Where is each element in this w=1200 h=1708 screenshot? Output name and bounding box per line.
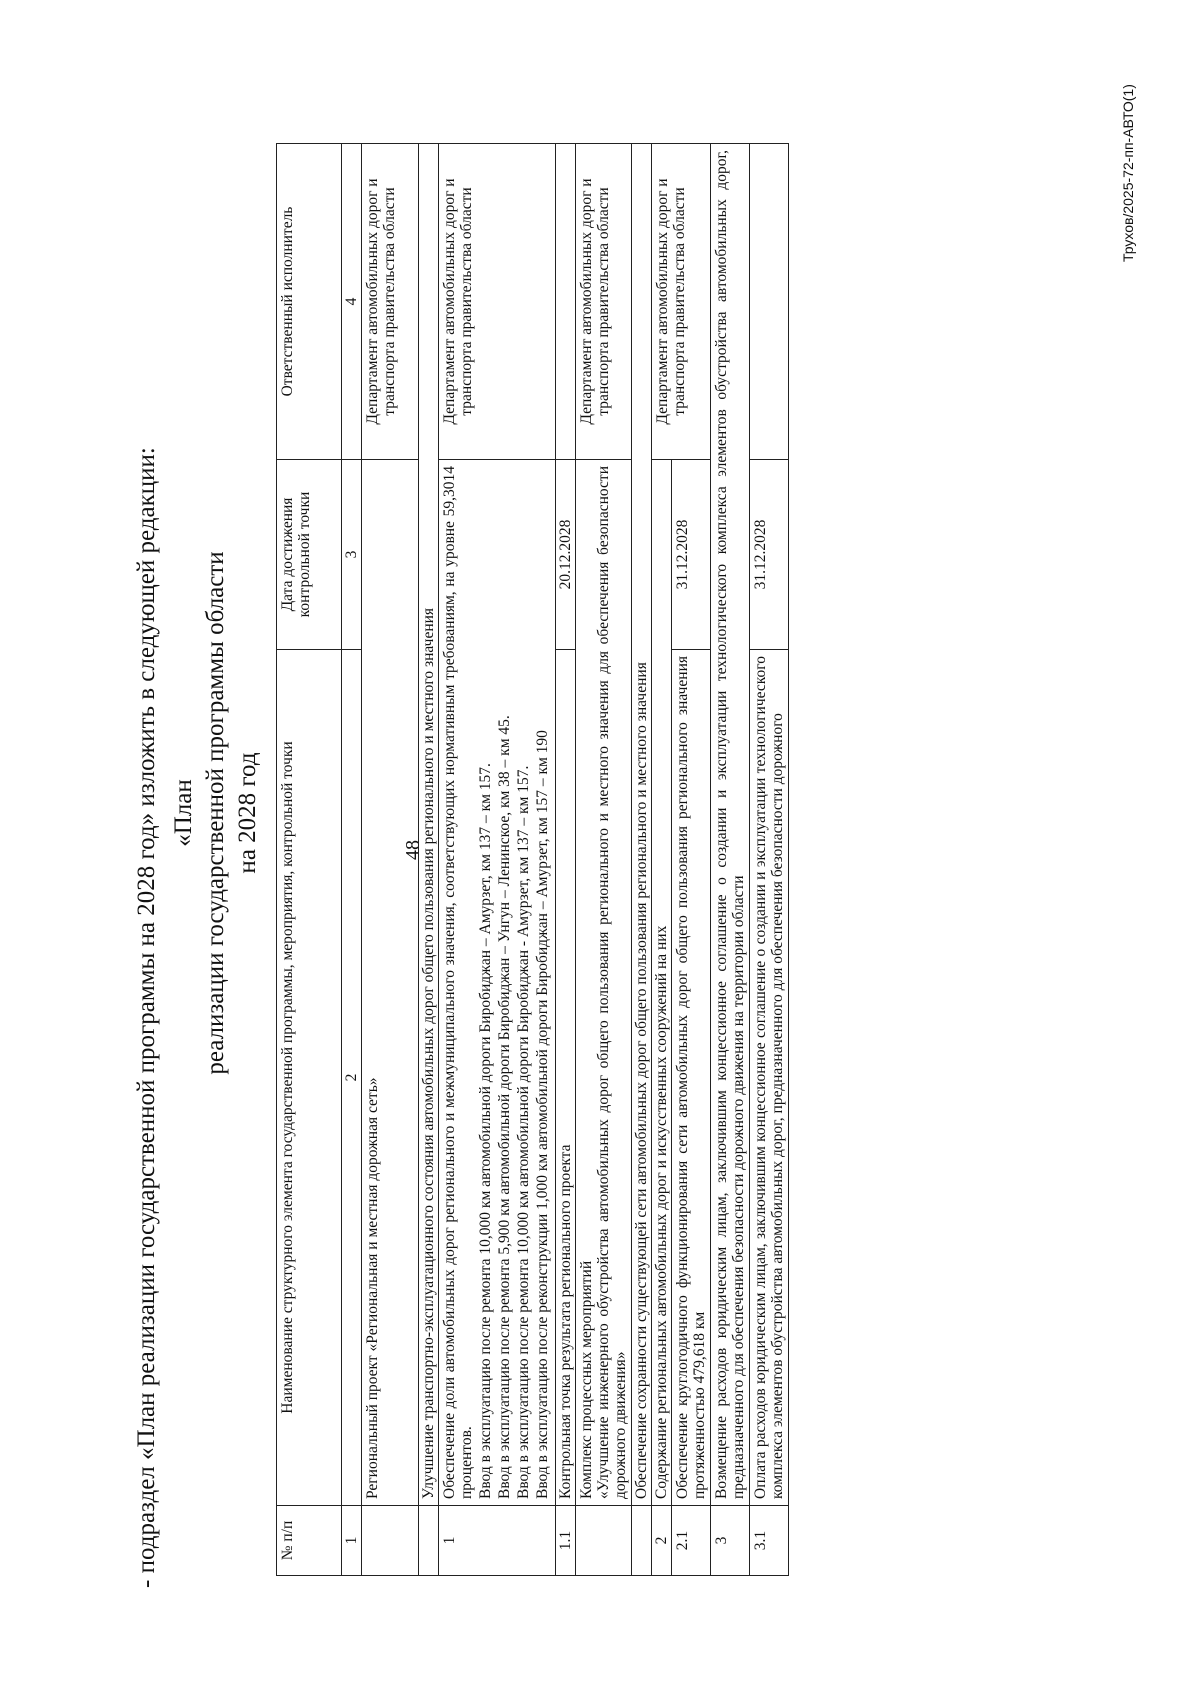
complex-responsible: Департамент автомобильных дорог и транспорта правительства области — [576, 144, 632, 460]
row-number: 1.1 — [556, 1506, 576, 1576]
col-number: 4 — [342, 144, 362, 460]
row-1-text: Ввод в эксплуатацию после реконструкции 1,000 км автомобильной дороги Биробиджан – Амурзет, км 157 – км 190 — [534, 730, 551, 1499]
row-responsible: Департамент автомобильных дорог и транспорта правительства области — [652, 144, 711, 460]
row-number: 3 — [711, 1506, 750, 1576]
header-date: Дата достижения контрольной точки — [277, 460, 342, 650]
project-row — [362, 144, 419, 1576]
complex-name: «Улучшение инженерного обустройства автомобильных дорог общего пользования регионального и местного значения для обеспечения безопасности дорожного движения» — [595, 466, 629, 1499]
plan-title — [168, 358, 264, 1268]
header-resp: Ответственный исполнитель — [277, 144, 342, 460]
plan-table — [276, 143, 789, 1576]
complex-content — [576, 460, 632, 1506]
table-row — [652, 144, 672, 1576]
row-date: 31.12.2028 — [750, 460, 789, 650]
project-responsible: Департамент автомобильных дорог и транспорта правительства области — [362, 144, 419, 460]
row-responsible: Департамент автомобильных дорог и транспорта правительства области — [439, 144, 556, 460]
row-number: 1 — [439, 1506, 556, 1576]
table-row — [711, 144, 750, 1576]
header-num: № п/п — [277, 1506, 342, 1576]
project-name: Региональный проект «Региональная и местная дорожная сеть» — [362, 460, 419, 1506]
row-name: Контрольная точка результата регионального проекта — [556, 650, 576, 1506]
row-name: Оплата расходов юридическим лицам, заключившим концессионное соглашение о создании и эксплуатации технологического комплекса элементов обустройства автомобильных дорог, предназначенного для обеспечения безопасности дорожного — [750, 650, 789, 1506]
row-date: 20.12.2028 — [556, 460, 576, 650]
complex-row — [576, 144, 632, 1576]
header-name: Наименование структурного элемента государственной программы, мероприятия, контрольной точки — [277, 650, 342, 1506]
section-row — [632, 144, 652, 1576]
header-row — [277, 144, 342, 1576]
col-number: 1 — [342, 1506, 362, 1576]
row-1-text: Ввод в эксплуатацию после ремонта 10,000 км автомобильной дороги Биробиджан – Амурзет, км 137 – км 157. — [477, 763, 494, 1499]
complex-title: Комплекс процессных мероприятий — [578, 1260, 595, 1499]
table-row — [439, 144, 556, 1576]
col-number-row — [342, 144, 362, 1576]
section-1-title: Улучшение транспортно-эксплуатационного состояния автомобильных дорог общего пользования регионального и местного значения — [419, 144, 439, 1506]
intro-text: - подраздел «План реализации государственной программы на 2028 год» изложить в следующей редакции: — [133, 447, 160, 1588]
row-number: 3.1 — [750, 1506, 789, 1576]
title-line-3: на 2028 год — [234, 752, 261, 874]
row-1-text: Ввод в эксплуатацию после ремонта 10,000 км автомобильной дороги Биробиджан - Амурзет, км 137 – км 157. — [515, 765, 532, 1499]
row-1-text: Ввод в эксплуатацию после ремонта 5,900 км автомобильной дороги Биробиджан – Унгун – Ленинское, км 38 – км 45. — [496, 715, 513, 1499]
row-name: Обеспечение круглогодичного функционирования сети автомобильных дорог общего пользования регионального значения протяженностью 479,618 км — [672, 650, 711, 1506]
col-number: 3 — [342, 460, 362, 650]
title-line-2: реализации государственной программы области — [202, 551, 229, 1075]
row-name: Возмещение расходов юридическим лицам, заключившим концессионное соглашение о создании и эксплуатации технологического комплекса элементов обустройства автомобильных дорог, предназначенного для обеспечения безопасности дорожного движения на территории области — [711, 144, 750, 1506]
row-number: 2.1 — [672, 1506, 711, 1576]
document-footer: Трухов/2025-72-пп-АВТО(1) — [1120, 84, 1136, 262]
col-number: 2 — [342, 650, 362, 1506]
table-row — [556, 144, 576, 1576]
row-name: Содержание региональных автомобильных дорог и искусственных сооружений на них — [652, 460, 672, 1506]
table-row — [750, 144, 789, 1576]
page-number: 48 — [402, 840, 424, 860]
section-2-title: Обеспечение сохранности существующей сети автомобильных дорог общего пользования регионального и местного значения — [632, 144, 652, 1506]
row-number: 2 — [652, 1506, 672, 1576]
title-line-1: «План — [170, 779, 197, 847]
row-date: 31.12.2028 — [672, 460, 711, 650]
section-row — [419, 144, 439, 1576]
row-1-text: Обеспечение доли автомобильных дорог регионального и межмуниципального значения, соответствующих нормативным требованиям, на уровне 59,3014 процентов. — [441, 466, 475, 1499]
row-1-content — [439, 460, 556, 1506]
